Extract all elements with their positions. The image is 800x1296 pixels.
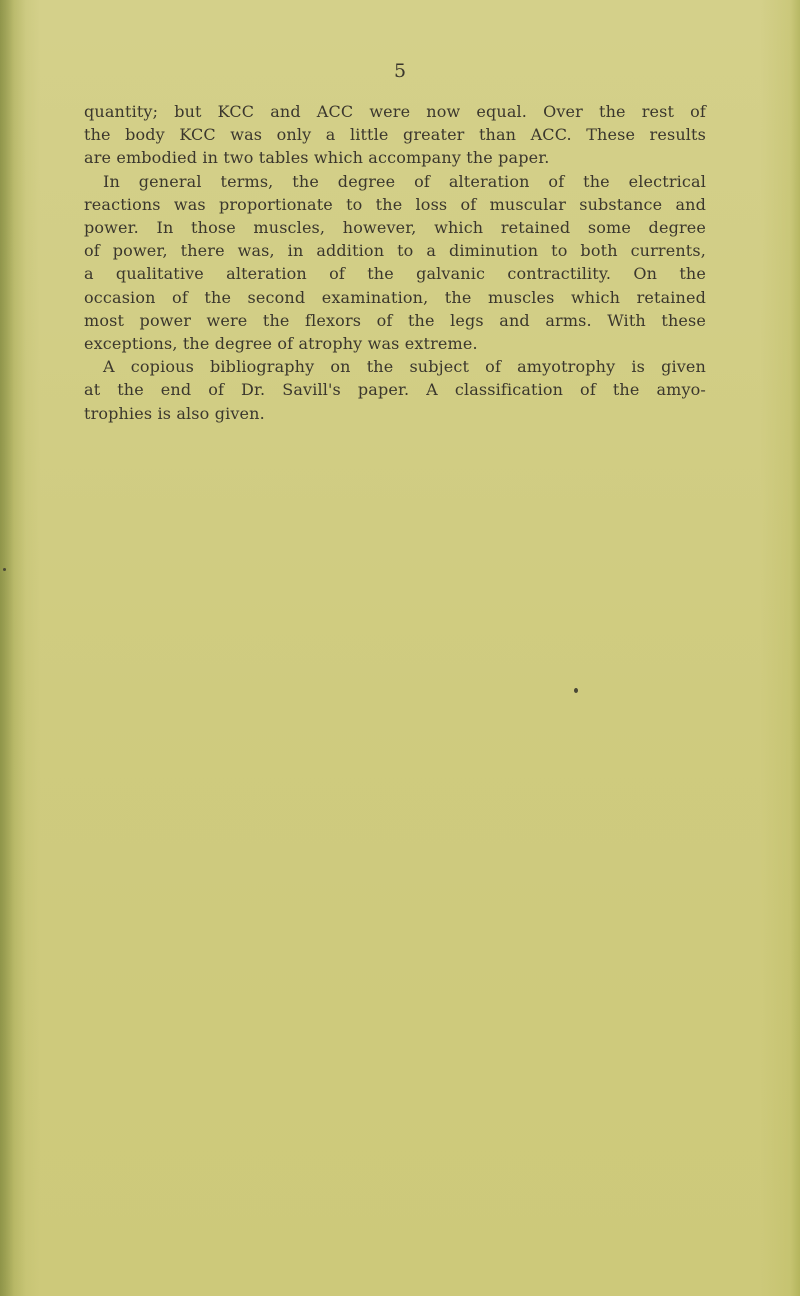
text-line: a qualitative alteration of the galvanic contractility. On the [84, 264, 706, 284]
text-line: quantity; but KCC and ACC were now equal. Over the rest of [84, 102, 706, 121]
paragraph [84, 100, 706, 170]
text-line: trophies is also given. [84, 403, 265, 423]
text-line: A copious bibliography on the subject of amyotrophy is given [103, 357, 706, 377]
text-line: the body KCC was only a little greater than ACC. These results [84, 125, 706, 145]
page-spine-shadow [0, 0, 26, 1296]
text-line: most power were the flexors of the legs and arms. With these [84, 310, 706, 330]
paragraph [84, 170, 706, 356]
page-number: 5 [393, 60, 407, 82]
text-line: are embodied in two tables which accompany the paper. [84, 148, 550, 168]
text-line: of power, there was, in addition to a diminution to both currents, [84, 241, 706, 261]
text-line: at the end of Dr. Savill's paper. A classification of the amyo- [84, 380, 706, 400]
text-line: exceptions, the degree of atrophy was extreme. [84, 334, 478, 354]
paragraph [84, 355, 706, 425]
paper-speck [574, 688, 578, 693]
text-line: power. In those muscles, however, which retained some degree [84, 218, 706, 238]
text-line: In general terms, the degree of alteration of the electrical [103, 171, 706, 191]
text-line: occasion of the second examination, the muscles which retained [84, 287, 706, 307]
body-text [84, 100, 706, 425]
text-line: reactions was proportionate to the loss of muscular substance and [84, 194, 706, 214]
paper-speck [3, 568, 6, 571]
